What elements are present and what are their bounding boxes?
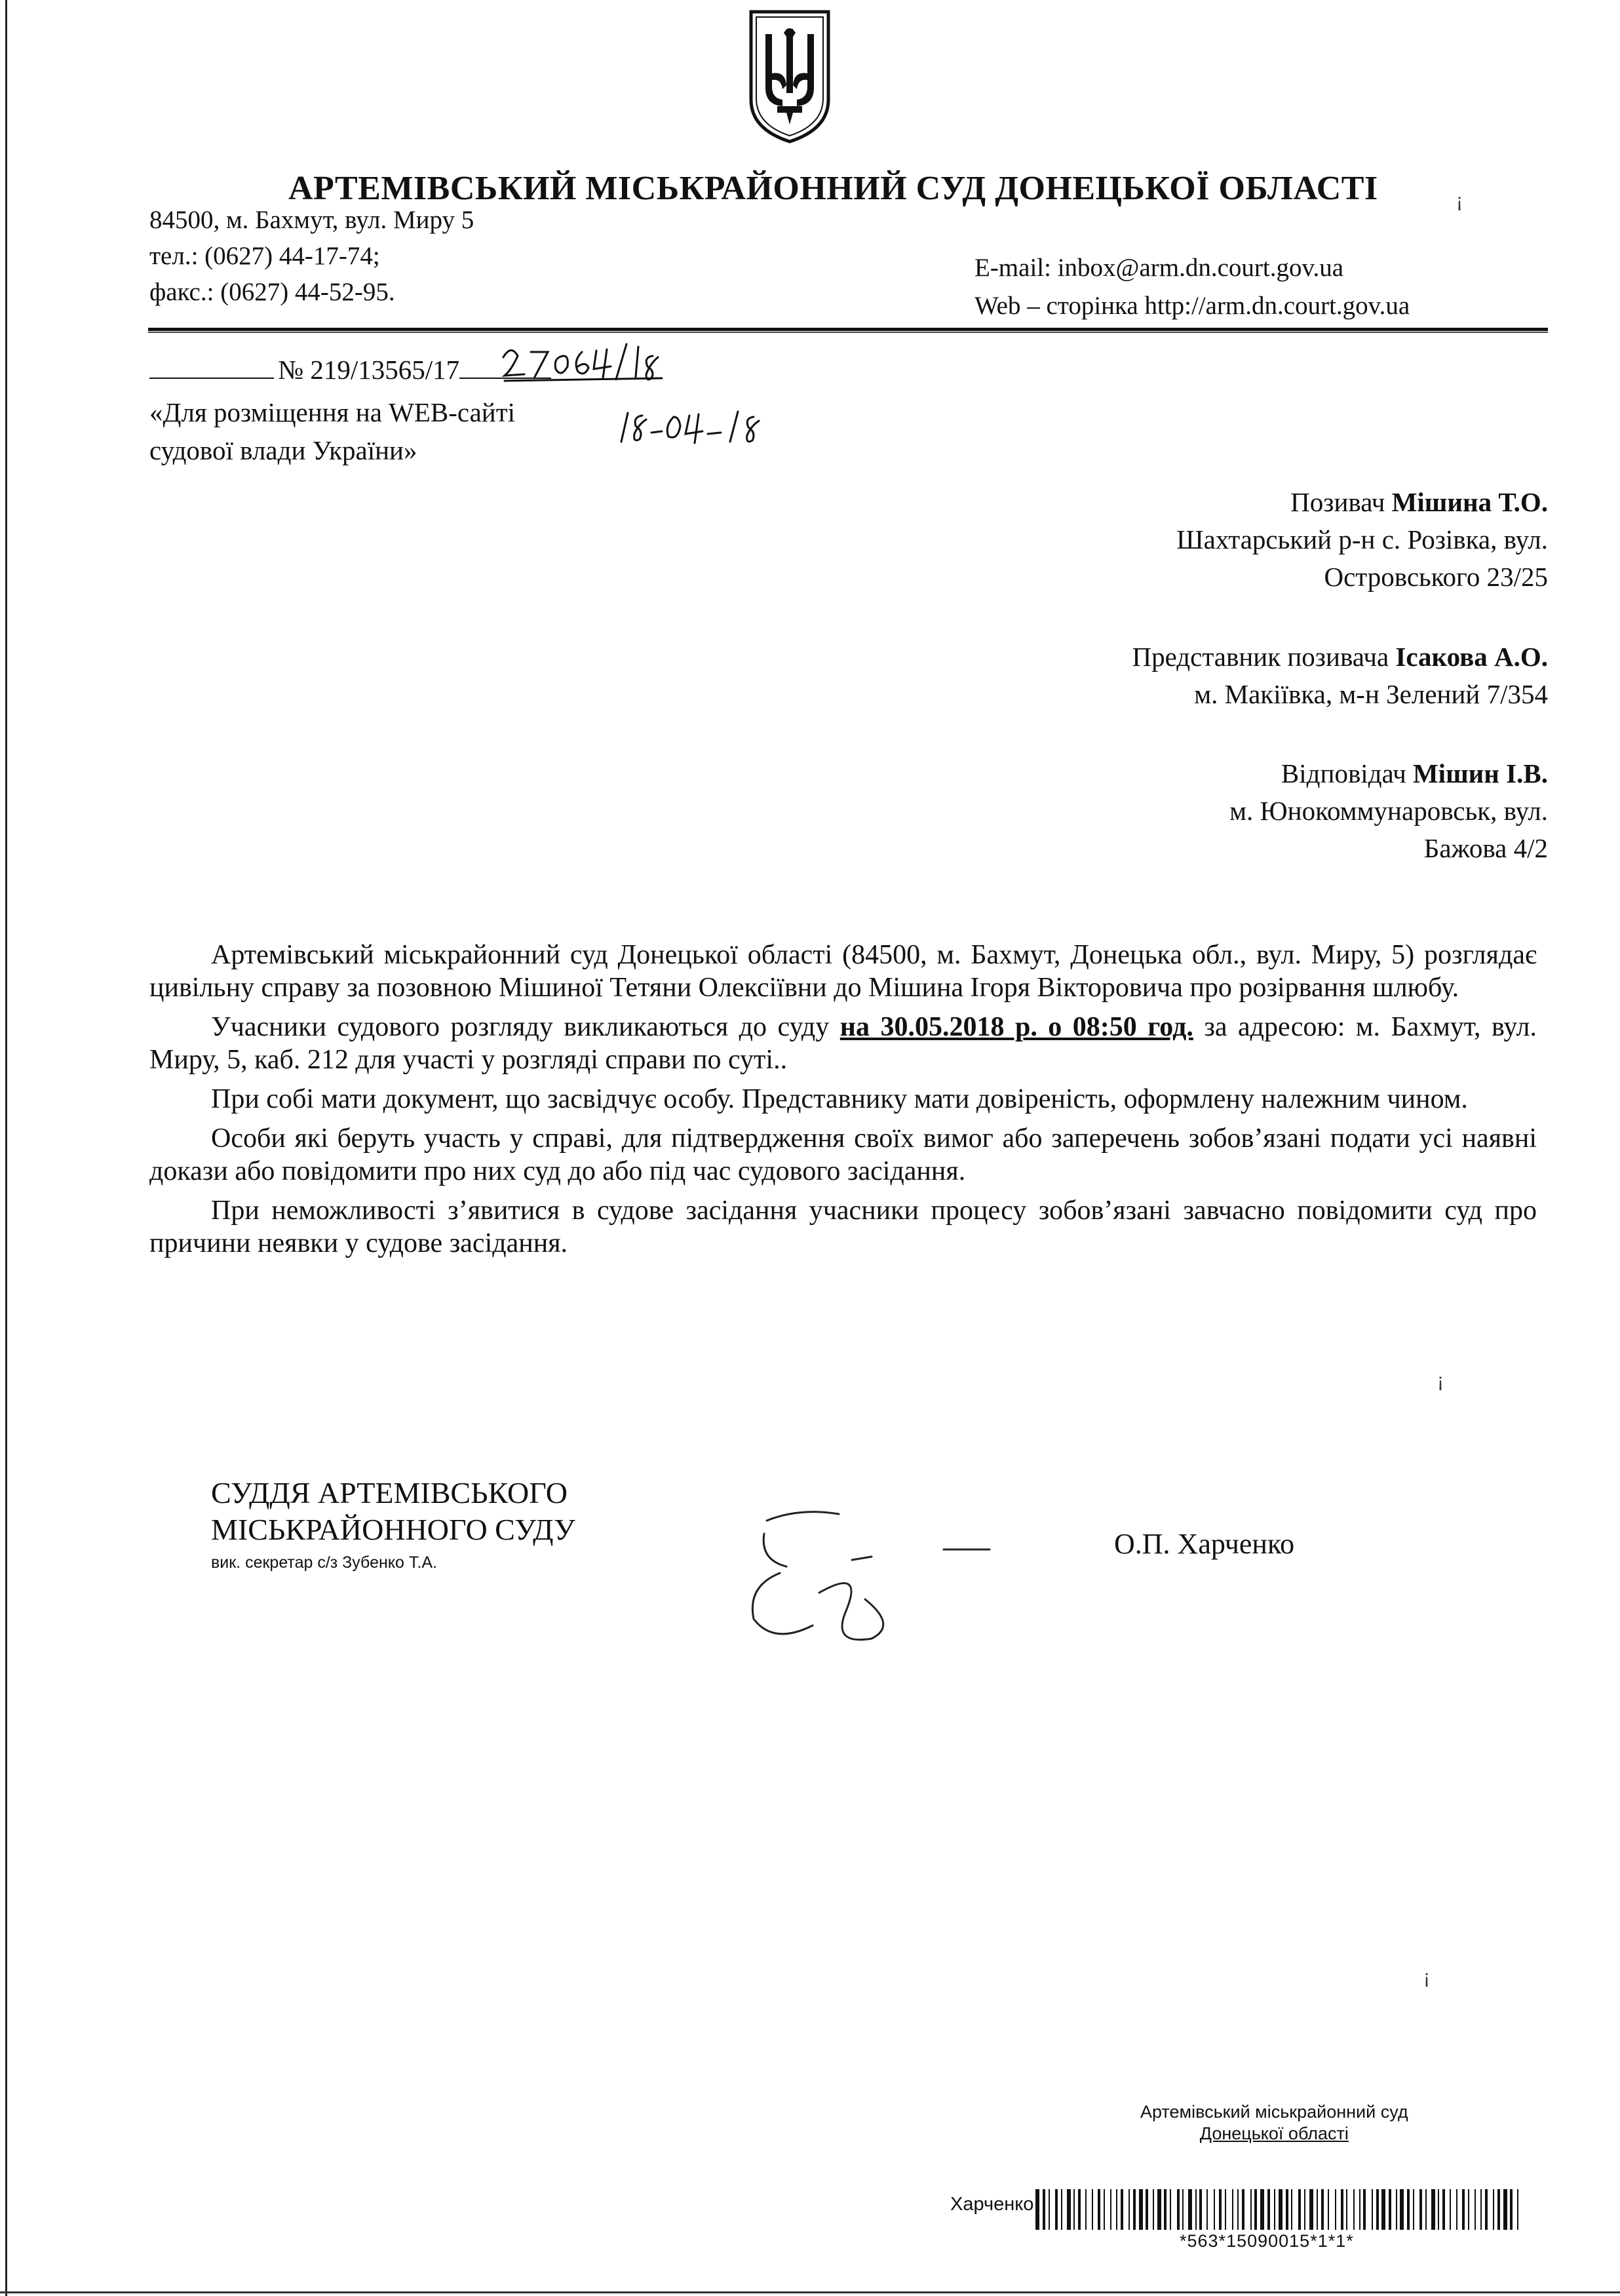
court-website: Web – сторінка http://arm.dn.court.gov.ua xyxy=(974,292,1410,320)
court-title: АРТЕМІВСЬКИЙ МІСЬКРАЙОННИЙ СУД ДОНЕЦЬКОЇ ОБЛАСТІ xyxy=(288,170,1378,207)
barcode-bar xyxy=(1286,2189,1288,2230)
barcode-bar xyxy=(1035,2189,1039,2230)
judge-title-line-1: СУДДЯ АРТЕМІВСЬКОГО xyxy=(211,1476,568,1509)
barcode-bar xyxy=(1291,2189,1292,2230)
barcode-bar xyxy=(1164,2189,1167,2230)
reference-line xyxy=(149,354,551,385)
barcode-bar xyxy=(1359,2189,1360,2230)
footer-court-stamp xyxy=(1140,2101,1408,2145)
barcode-bar xyxy=(1346,2189,1347,2230)
barcode-bar xyxy=(1442,2189,1445,2230)
barcode-bar xyxy=(1335,2189,1336,2230)
plaintiff-address-1: Шахтарський р-н с. Розівка, вул. xyxy=(1176,524,1548,555)
barcode xyxy=(1035,2189,1520,2230)
barcode-bar xyxy=(1389,2189,1391,2230)
scan-margin-mark: ¡ xyxy=(1423,1966,1430,1988)
plaintiff-address-2: Островського 23/25 xyxy=(1324,562,1548,592)
barcode-bar xyxy=(1485,2189,1488,2230)
court-address: 84500, м. Бахмут, вул. Миру 5 xyxy=(149,206,474,234)
barcode-bar xyxy=(1061,2189,1062,2230)
judge-title xyxy=(211,1475,575,1548)
header-divider xyxy=(148,328,1548,331)
barcode-bar xyxy=(1274,2189,1275,2230)
barcode-bar xyxy=(1400,2189,1404,2230)
secretary-note: вик. секретар с/з Зубенко Т.А. xyxy=(211,1553,437,1572)
handwritten-date xyxy=(616,400,786,452)
representative-line xyxy=(1132,638,1548,676)
footer-court-line-2: Донецької області xyxy=(1199,2124,1349,2143)
court-contacts-left xyxy=(149,202,474,310)
barcode-bar xyxy=(1078,2189,1081,2230)
defendant-address-2: Бажова 4/2 xyxy=(1423,833,1548,863)
barcode-bar xyxy=(1214,2189,1215,2230)
representative-label: Представник позивача xyxy=(1132,642,1389,672)
paragraph-documents: При собі мати документ, що засвідчує особу. Представнику мати довіреність, оформлену належним чином. xyxy=(211,1084,1468,1114)
paragraph-case: Артемівський міськрайонний суд Донецької області (84500, м. Бахмут, Донецька обл., вул. Миру, 5) розглядає цивільну справу за позовною Мішиної Тетяни Олексіївни до Мішина Ігоря Вікторовича про розірвання шлюбу. xyxy=(149,940,1537,1003)
barcode-bar xyxy=(1242,2189,1244,2230)
barcode-bar xyxy=(1438,2189,1439,2230)
barcode-bar xyxy=(1232,2189,1233,2230)
barcode-bar xyxy=(1462,2189,1465,2230)
court-fax: факс.: (0627) 44-52-95. xyxy=(149,278,395,306)
barcode-bar xyxy=(1431,2189,1435,2230)
defendant-line xyxy=(1229,755,1548,792)
barcode-bar xyxy=(1363,2189,1366,2230)
barcode-bar xyxy=(1497,2189,1500,2230)
barcode-bar xyxy=(1381,2189,1385,2230)
scan-margin-mark: ¡ xyxy=(1456,190,1463,212)
barcode-bar xyxy=(1298,2189,1301,2230)
plaintiff-label: Позивач xyxy=(1290,487,1385,517)
scan-margin-mark: ¡ xyxy=(1437,1370,1444,1391)
barcode-bar xyxy=(1182,2189,1184,2230)
barcode-bar xyxy=(1067,2189,1071,2230)
court-phone: тел.: (0627) 44-17-74; xyxy=(149,242,380,270)
barcode-bar xyxy=(1128,2189,1130,2230)
barcode-bar xyxy=(1267,2189,1270,2230)
barcode-bar xyxy=(1188,2189,1192,2230)
barcode-bar xyxy=(1104,2189,1105,2230)
trident-coat-of-arms-icon xyxy=(746,8,834,146)
barcode-bar xyxy=(1139,2189,1143,2230)
placement-line-2: судової влади України» xyxy=(149,435,417,465)
header-divider-thin xyxy=(148,332,1548,333)
court-contacts-right xyxy=(974,249,1410,325)
barcode-bar xyxy=(1353,2189,1355,2230)
barcode-bar xyxy=(1493,2189,1494,2230)
footer-court-line-1: Артемівський міськрайонний суд xyxy=(1140,2102,1408,2122)
barcode-label: Харченко xyxy=(950,2194,1034,2215)
barcode-bar xyxy=(1073,2189,1075,2230)
reference-number: № 219/13565/17 xyxy=(278,355,460,385)
court-email: E-mail: inbox@arm.dn.court.gov.ua xyxy=(974,254,1344,282)
barcode-bar xyxy=(1279,2189,1282,2230)
barcode-bar xyxy=(1085,2189,1087,2230)
representative-block xyxy=(1132,638,1548,713)
barcode-bar xyxy=(1309,2189,1313,2230)
barcode-bar xyxy=(1237,2189,1239,2230)
defendant-label: Відповідач xyxy=(1281,758,1406,788)
barcode-bar xyxy=(1321,2189,1324,2230)
barcode-bar xyxy=(1517,2189,1518,2230)
barcode-bar xyxy=(1098,2189,1100,2230)
barcode-bar xyxy=(1133,2189,1136,2230)
barcode-bar xyxy=(1170,2189,1171,2230)
paragraph-absence: При неможливості з’явитися в судове засідання учасники процесу зобов’язані завчасно повідомити суд про причини неявки у судове засідання. xyxy=(149,1196,1537,1258)
barcode-number: *563*15090015*1*1* xyxy=(1180,2231,1354,2251)
barcode-bar xyxy=(1146,2189,1148,2230)
scan-edge-line xyxy=(5,0,7,2296)
barcode-bar xyxy=(1341,2189,1343,2230)
summons-text-before: Учасники судового розгляду викликаються до суду xyxy=(211,1012,840,1042)
barcode-bar xyxy=(1407,2189,1410,2230)
barcode-bar xyxy=(1372,2189,1373,2230)
barcode-bar xyxy=(1468,2189,1469,2230)
barcode-bar xyxy=(1110,2189,1111,2230)
barcode-bar xyxy=(1396,2189,1397,2230)
barcode-bar xyxy=(1092,2189,1093,2230)
barcode-bar xyxy=(1413,2189,1414,2230)
barcode-bar xyxy=(1317,2189,1318,2230)
judge-name: О.П. Харченко xyxy=(1114,1528,1295,1560)
paragraph-evidence: Особи які беруть участь у справі, для підтвердження своїх вимог або заперечень зобов’язані подати усі наявні докази або повідомити про них суд до або під час судового засідання. xyxy=(149,1123,1537,1186)
scan-bottom-line xyxy=(0,2291,1620,2293)
placement-line-1: «Для розміщення на WEB-сайті xyxy=(149,397,516,427)
barcode-bar xyxy=(1254,2189,1257,2230)
barcode-bar xyxy=(1219,2189,1222,2230)
barcode-bar xyxy=(1121,2189,1123,2230)
barcode-bar xyxy=(1260,2189,1264,2230)
barcode-bar xyxy=(1043,2189,1045,2230)
defendant-address-1: м. Юнокоммунаровськ, вул. xyxy=(1229,796,1548,826)
judge-title-line-2: МІСЬКРАЙОННОГО СУДУ xyxy=(211,1513,575,1546)
barcode-bar xyxy=(1195,2189,1197,2230)
plaintiff-name: Мішина Т.О. xyxy=(1391,487,1548,517)
hearing-date: на 30.05.2018 р. о 08:50 год. xyxy=(839,1012,1193,1042)
barcode-bar xyxy=(1304,2189,1305,2230)
barcode-bar xyxy=(1199,2189,1202,2230)
barcode-bar xyxy=(1480,2189,1482,2230)
placement-note xyxy=(149,393,515,469)
barcode-bar xyxy=(1049,2189,1050,2230)
barcode-bar xyxy=(1206,2189,1208,2230)
barcode-bar xyxy=(1116,2189,1117,2230)
barcode-bar xyxy=(1450,2189,1451,2230)
barcode-bar xyxy=(1419,2189,1422,2230)
barcode-bar xyxy=(1456,2189,1457,2230)
defendant-name: Мішин І.В. xyxy=(1412,758,1548,788)
plaintiff-block xyxy=(1176,484,1548,596)
barcode-bar xyxy=(1225,2189,1226,2230)
representative-name: Ісакова А.О. xyxy=(1395,642,1548,672)
letter-body xyxy=(149,939,1537,1266)
barcode-bar xyxy=(1055,2189,1058,2230)
barcode-bar xyxy=(1177,2189,1180,2230)
barcode-bar xyxy=(1250,2189,1252,2230)
summons-text-after: за адресою: м. Бахмут, вул. Миру, 5, каб. 212 для участі у розгляді справи по суті.. xyxy=(149,1012,1537,1075)
defendant-block xyxy=(1229,755,1548,867)
barcode-bar xyxy=(1376,2189,1379,2230)
plaintiff-line xyxy=(1176,484,1548,521)
barcode-bar xyxy=(1503,2189,1507,2230)
reference-blank xyxy=(149,378,274,379)
barcode-bar xyxy=(1328,2189,1329,2230)
barcode-bar xyxy=(1510,2189,1513,2230)
barcode-bar xyxy=(1157,2189,1161,2230)
handwritten-signature xyxy=(734,1494,1009,1665)
paragraph-summons xyxy=(149,1011,1537,1076)
barcode-bar xyxy=(1153,2189,1154,2230)
representative-address: м. Макіївка, м-н Зелений 7/354 xyxy=(1194,679,1548,709)
barcode-bar xyxy=(1475,2189,1476,2230)
barcode-bar xyxy=(1425,2189,1427,2230)
handwritten-reference-number xyxy=(498,338,721,390)
